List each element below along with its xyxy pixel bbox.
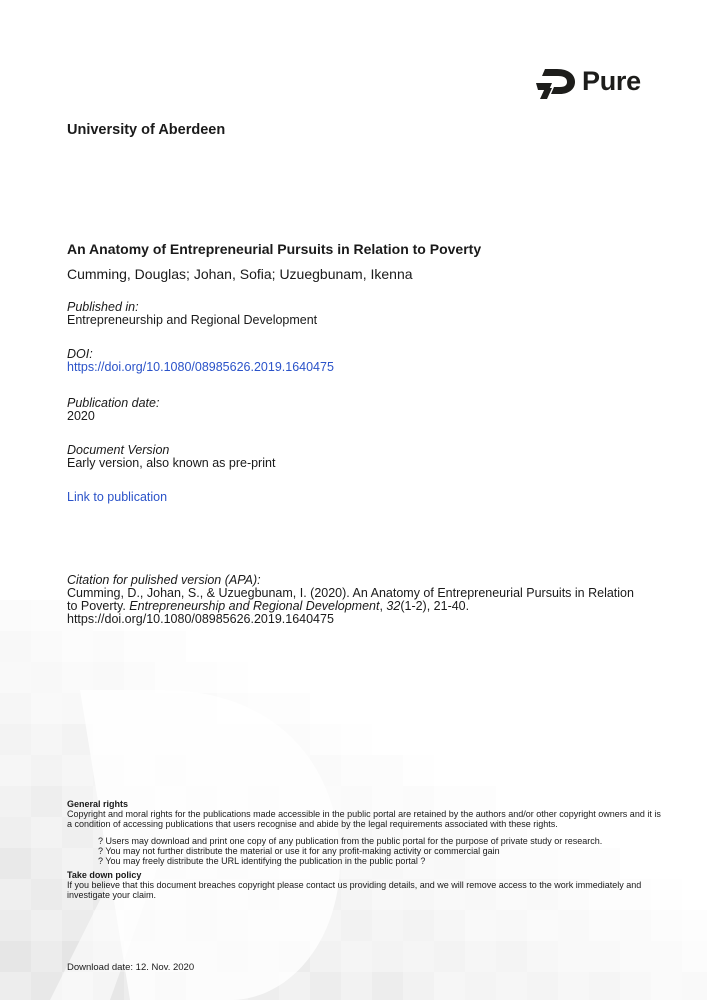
publication-date-label: Publication date: <box>67 396 160 410</box>
mosaic-tile <box>31 662 62 693</box>
mosaic-tile <box>62 755 93 786</box>
general-rights-heading: General rights <box>67 799 129 809</box>
mosaic-tile <box>682 910 707 941</box>
doi-label: DOI: <box>67 347 93 361</box>
mosaic-tile <box>31 848 62 879</box>
mosaic-tile <box>310 972 341 1000</box>
mosaic-tile <box>372 755 403 786</box>
general-rights-text: Copyright and moral rights for the publications made accessible in the public portal are retained by the authors and/or other copyright owners and it is a condition of accessing publications that users recognise and abide by the legal requirements associated with these rights. <box>67 809 661 829</box>
publication-date-value: 2020 <box>67 409 95 423</box>
mosaic-tile <box>465 941 496 972</box>
authors: Cumming, Douglas; Johan, Sofia; Uzuegbunam, Ikenna <box>67 266 413 282</box>
citation-doi: https://doi.org/10.1080/08985626.2019.1640475 <box>67 612 334 626</box>
mosaic-tile <box>589 941 620 972</box>
pure-logo <box>536 64 646 104</box>
mosaic-tile <box>186 662 217 693</box>
mosaic-tile <box>372 910 403 941</box>
mosaic-tile <box>589 972 620 1000</box>
mosaic-tile <box>31 817 62 848</box>
mosaic-tile <box>465 972 496 1000</box>
mosaic-tile <box>527 941 558 972</box>
mosaic-tile <box>31 693 62 724</box>
mosaic-tile <box>434 941 465 972</box>
mosaic-tile <box>589 910 620 941</box>
mosaic-tile <box>465 910 496 941</box>
mosaic-tile <box>341 724 372 755</box>
mosaic-tile <box>0 693 31 724</box>
rights-bullet: ? You may not further distribute the material or use it for any profit-making activity or commercial gain <box>98 846 500 856</box>
mosaic-tile <box>0 972 31 1000</box>
mosaic-tile <box>0 600 31 631</box>
mosaic-tile <box>434 910 465 941</box>
mosaic-tile <box>124 662 155 693</box>
mosaic-tile <box>620 972 651 1000</box>
mosaic-tile <box>620 941 651 972</box>
mosaic-tile <box>62 631 93 662</box>
rights-section <box>67 799 667 900</box>
mosaic-tile <box>93 662 124 693</box>
citation-text <box>67 587 647 613</box>
mosaic-tile <box>93 631 124 662</box>
rights-bullets <box>98 836 667 866</box>
mosaic-tile <box>403 941 434 972</box>
citation-sep: , <box>379 599 387 613</box>
mosaic-tile <box>403 910 434 941</box>
mosaic-tile <box>31 631 62 662</box>
mosaic-tile <box>682 972 707 1000</box>
doi-link[interactable]: https://doi.org/10.1080/08985626.2019.1640475 <box>67 360 334 374</box>
published-in-value: Entrepreneurship and Regional Development <box>67 313 318 327</box>
mosaic-tile <box>651 941 682 972</box>
citation-volume: 32 <box>386 599 401 613</box>
mosaic-tile <box>155 662 186 693</box>
mosaic-tile <box>155 631 186 662</box>
document-title: An Anatomy of Entrepreneurial Pursuits in Relation to Poverty <box>67 241 482 257</box>
mosaic-tile <box>31 600 62 631</box>
mosaic-tile <box>341 941 372 972</box>
mosaic-tile <box>310 724 341 755</box>
mosaic-tile <box>0 941 31 972</box>
document-version-label: Document Version <box>67 443 170 457</box>
mosaic-tile <box>651 910 682 941</box>
mosaic-tile <box>0 848 31 879</box>
mosaic-tile <box>558 910 589 941</box>
citation-prefix: Cumming, D., Johan, S., & Uzuegbunam, I. (2020). An Anatomy of Entrepreneurial Pursuits in Relation to Poverty. <box>67 586 634 613</box>
download-date: Download date: 12. Nov. 2020 <box>67 962 195 973</box>
mosaic-tile <box>341 755 372 786</box>
mosaic-tile <box>124 631 155 662</box>
mosaic-tile <box>372 941 403 972</box>
mosaic-tile <box>31 724 62 755</box>
mosaic-tile <box>372 972 403 1000</box>
mosaic-tile <box>558 972 589 1000</box>
mosaic-tile <box>0 662 31 693</box>
document-version-value: Early version, also known as pre-print <box>67 456 276 470</box>
mosaic-tile <box>341 910 372 941</box>
mosaic-tile <box>0 817 31 848</box>
mosaic-tile <box>403 755 434 786</box>
mosaic-tile <box>496 972 527 1000</box>
mosaic-tile <box>434 972 465 1000</box>
mosaic-tile <box>682 941 707 972</box>
mosaic-tile <box>279 693 310 724</box>
rights-bullet: ? Users may download and print one copy of any publication from the public portal for the purpose of private study or research. <box>98 836 603 846</box>
mosaic-tile <box>0 724 31 755</box>
mosaic-tile <box>527 972 558 1000</box>
rights-bullet: ? You may freely distribute the URL identifying the publication in the public portal ? <box>98 856 426 866</box>
mosaic-tile <box>651 972 682 1000</box>
mosaic-tile <box>620 910 651 941</box>
mosaic-tile <box>62 662 93 693</box>
mosaic-tile <box>403 972 434 1000</box>
mosaic-tile <box>0 879 31 910</box>
pure-logo-icon <box>536 67 578 101</box>
citation-suffix: (1-2), 21-40. <box>400 599 470 613</box>
mosaic-tile <box>496 910 527 941</box>
link-to-publication[interactable]: Link to publication <box>67 490 168 504</box>
mosaic-tile <box>31 786 62 817</box>
mosaic-tile <box>31 879 62 910</box>
mosaic-tile <box>341 972 372 1000</box>
mosaic-tile <box>0 786 31 817</box>
institution-name: University of Aberdeen <box>67 122 226 138</box>
mosaic-tile <box>217 662 248 693</box>
brand-name: Pure <box>582 66 641 96</box>
mosaic-tile <box>0 631 31 662</box>
mosaic-tile <box>0 755 31 786</box>
mosaic-tile <box>496 941 527 972</box>
mosaic-tile <box>0 910 31 941</box>
citation-label: Citation for pulished version (APA): <box>67 573 261 587</box>
mosaic-tile <box>31 941 62 972</box>
mosaic-tile <box>558 941 589 972</box>
mosaic-tile <box>527 910 558 941</box>
citation-journal: Entrepreneurship and Regional Development <box>129 599 380 613</box>
mosaic-tile <box>31 755 62 786</box>
take-down-heading: Take down policy <box>67 870 142 880</box>
mosaic-tile <box>31 910 62 941</box>
published-in-label: Published in: <box>67 300 139 314</box>
citation-block <box>67 574 647 626</box>
take-down-text: If you believe that this document breaches copyright please contact us providing details, and we will remove access to the work immediately and investigate your claim. <box>67 880 642 900</box>
